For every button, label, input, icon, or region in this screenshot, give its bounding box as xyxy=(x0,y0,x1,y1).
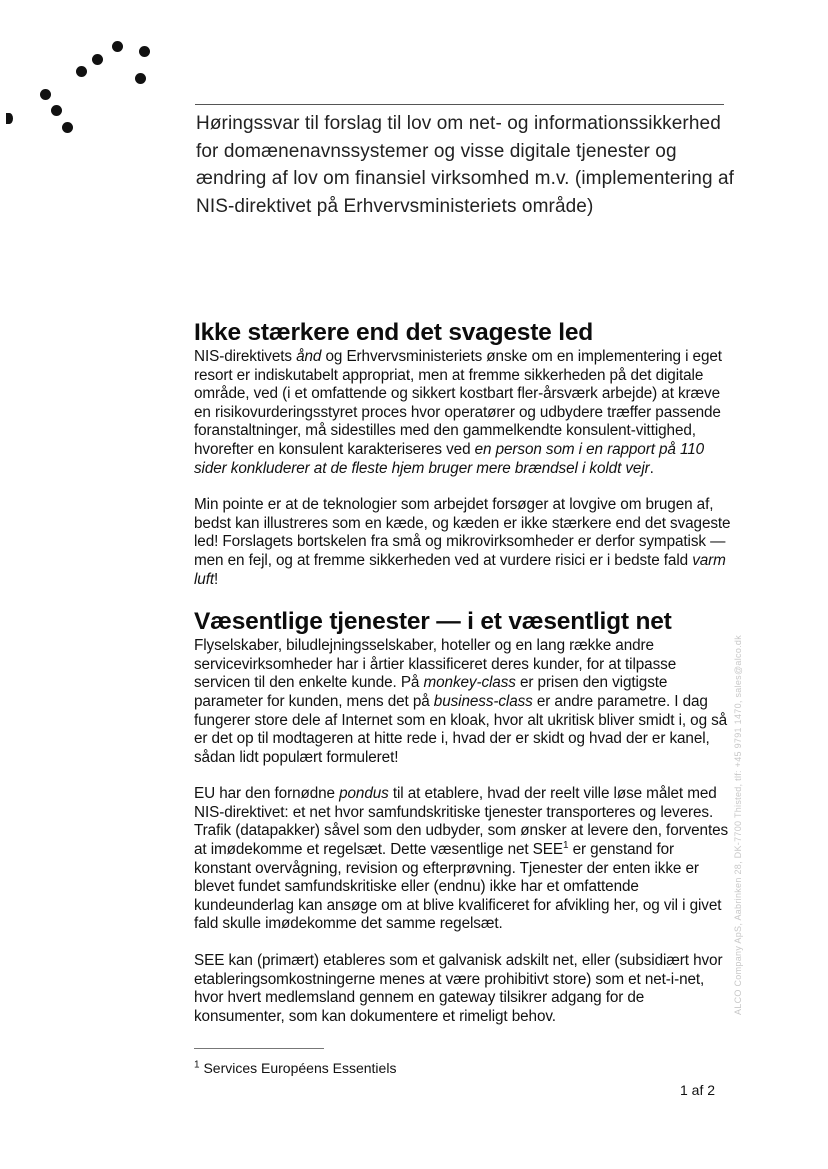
logo-dot xyxy=(92,54,103,65)
section-heading: Væsentlige tjenester — i et væsentligt net xyxy=(194,608,672,636)
logo-dot xyxy=(139,46,150,57)
logo-dot xyxy=(40,89,51,100)
section-heading: Ikke stærkere end det svageste led xyxy=(194,319,594,346)
logo-dot xyxy=(112,41,123,52)
document-body xyxy=(194,318,734,1026)
page-number: 1 af 2 xyxy=(680,1082,716,1098)
logo-dot xyxy=(6,113,13,124)
footnote-number: 1 xyxy=(194,1059,200,1071)
paragraph: Flyselskaber, biludlejningsselskaber, hoteller og en lang række andre servicevirksomheder har i årtier klassificeret deres kunder, for at tilpasse servicen til den enkelte kunde. På monkey-class er prisen den vigtigste parameter for kunden, mens det på business-class er andre parametre. I dag fungerer store dele af Internet som en kloak, hvor alt ukritisk bliver smidt i, og så er det op til modtageren at hitte rede i, hvad der er skidt og hvad der er kanel, sådan lidt populært formuleret! xyxy=(194,637,728,766)
company-logo xyxy=(0,0,170,150)
logo-dot xyxy=(62,122,73,133)
header-rule xyxy=(195,104,724,105)
footnote-text: Services Européens Essentiels xyxy=(199,1060,397,1076)
company-contact-sidebar: ALCO Company ApS, Aabrinken 28, DK-7700 Thisted, tlf: +45 9791 1470, sales@alco.dk xyxy=(733,634,743,1015)
logo-dot xyxy=(51,105,62,116)
footnote-rule xyxy=(194,1048,324,1049)
footnote xyxy=(194,1060,396,1076)
paragraph: EU har den fornødne pondus til at etablere, hvad der reelt ville løse målet med NIS-direktivet: et net hvor samfundskritiske tjenester transporteres og leveres. Trafik (datapakker) såvel som den udbyder, som ønsker at levere den, forventes at imødekomme et regelsæt. Dette væsentlige net SEE$^1$ er genstand for konstant overvågning, revision og efterprøvning. Tjenester der enten ikke er blevet fundet samfundskritiske eller (endnu) ikke har et omfattende kundeunderlag kan ansøge om at blive kvalificeret for afvikling her, og vil i givet fald skulle imødekomme det samme regelsæt. xyxy=(194,785,729,933)
logo-dot xyxy=(76,66,87,77)
paragraph: NIS-direktivets ånd og Erhvervsministeriets ønske om en implementering i eget resort er indiskutabelt appropriat, men at fremme sikkerheden på det digitale område, ved (i et omfattende og sikkert kostbart fler-årsværk arbejde) at kræve en risikovurderingsstyret proces hvor operatører og udbydere træffer passende foranstaltninger, må sidestilles med den gammelkendte konsulent-vittighed, hvorefter en konsulent karakteriseres ved en person som i en rapport på 110 sider konkluderer at de fleste hjem bruger mere brændsel i koldt vejr. xyxy=(194,348,722,477)
logo-dot xyxy=(135,73,146,84)
document-subject: Høringssvar til forslag til lov om net- og informationssikkerhed for domænenavnssystemer og visse digitale tjenester og ændring af lov om finansiel virksomhed m.v. (implementering af NIS-direktivet på Erhvervsministeriets område) xyxy=(196,113,735,217)
footnote-ref[interactable]: 1 xyxy=(563,839,569,851)
paragraph: SEE kan (primært) etableres som et galvanisk adskilt net, eller (subsidiært hvor etableringsomkostningerne menes at være prohibitivt store) som et net-i-net, hvor hvert medlemsland gennem en gateway tilsikrer adgang for de konsumenter, som kan dokumentere et rimeligt behov. xyxy=(194,952,723,1025)
paragraph: Min pointe er at de teknologier som arbejdet forsøger at lovgive om brugen af, bedst kan illustreres som en kæde, og kæden er ikke stærkere end det svageste led! Forslagets bortskelen fra små og mikrovirksomheder er derfor sympatisk — men en fejl, og at fremme sikkerheden ved at vurdere risici er i bedste fald varm luft! xyxy=(194,496,731,588)
